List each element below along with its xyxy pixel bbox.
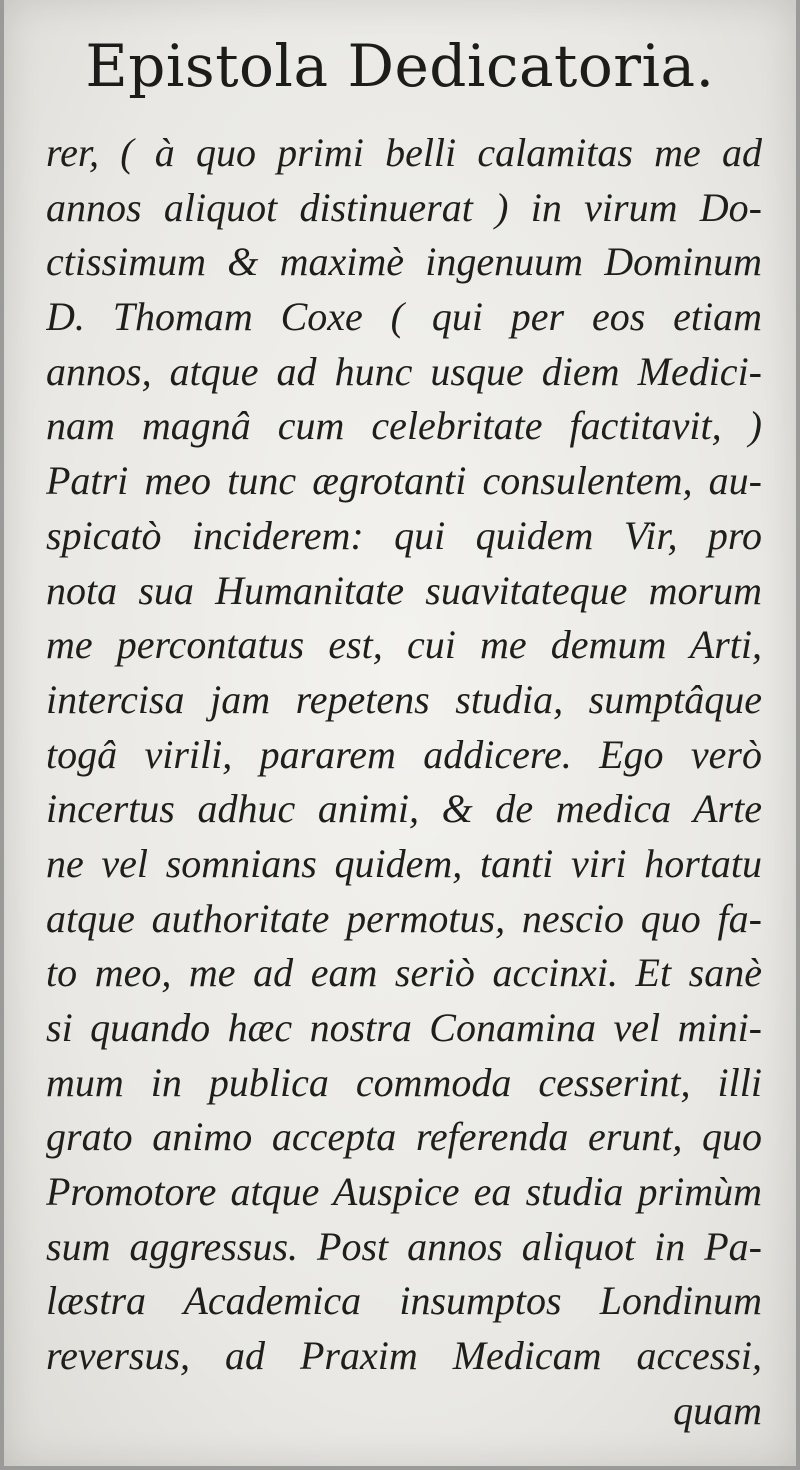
text-line: spicatò inciderem: qui quidem Vir, pro — [46, 512, 762, 558]
book-page — [4, 0, 796, 1466]
text-line: Patri meo tunc ægrotanti consulentem, au- — [46, 458, 762, 504]
text-line: rer, ( à quo primi belli calamitas me ad — [46, 130, 762, 175]
text-line: D. Thomam Coxe ( qui per eos etiam — [46, 294, 762, 340]
text-line: incertus adhuc animi, & de medica Arte — [46, 786, 762, 832]
text-line: ne vel somnians quidem, tanti viri hortatu — [46, 840, 762, 886]
text-line: me percontatus est, cui me demum Arti, — [46, 622, 762, 668]
text-line: nam magnâ cum celebritate factitavit, ) — [46, 403, 762, 449]
text-line: intercisa jam repetens studia, sumptâque — [46, 676, 762, 722]
text-line: atque authoritate permotus, nescio quo fa- — [46, 895, 762, 941]
text-line: reversus, ad Praxim Medicam accessi, — [46, 1333, 762, 1379]
text-line: læstra Academica insumptos Londinum — [46, 1278, 762, 1324]
text-line: grato animo accepta referenda erunt, quo — [46, 1114, 762, 1160]
text-line: togâ virili, pararem addicere. Ego verò — [46, 731, 762, 777]
text-line: sum aggressus. Post annos aliquot in Pa- — [46, 1223, 762, 1269]
body-text — [46, 126, 762, 1439]
text-line: si quando hæc nostra Conamina vel mini- — [46, 1005, 762, 1050]
text-line: ctissimum & maximè ingenuum Dominum — [46, 239, 762, 285]
catchword: quam — [673, 1387, 762, 1433]
running-head: Epistola Dedicatoria. — [85, 32, 715, 100]
text-line: mum in publica commoda cesserint, illi — [46, 1059, 762, 1105]
text-line: to meo, me ad eam seriò accinxi. Et sanè — [46, 950, 762, 996]
text-line: annos, atque ad hunc usque diem Medici- — [46, 348, 762, 394]
text-line: annos aliquot distinuerat ) in virum Do- — [46, 184, 762, 230]
text-line: nota sua Humanitate suavitateque morum — [46, 567, 762, 613]
text-line: Promotore atque Auspice ea studia primùm — [46, 1169, 762, 1215]
